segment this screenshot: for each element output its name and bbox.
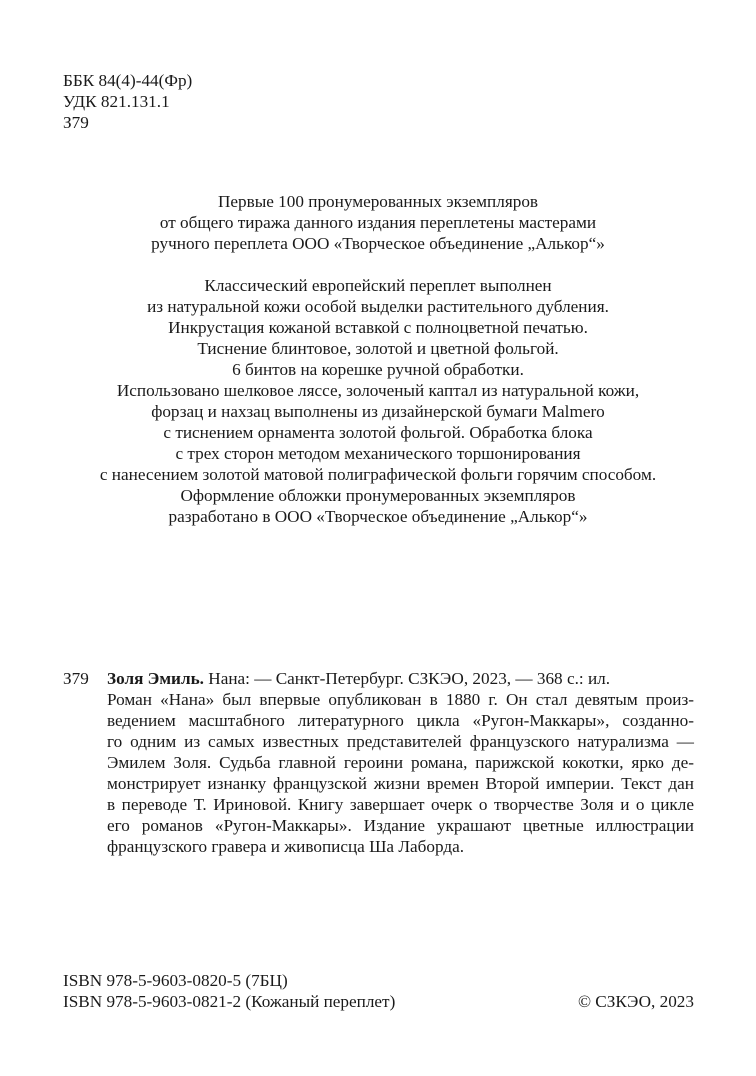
notice-line: от общего тиража данного издания переплетены мастерами [159,213,597,232]
binding-description [60,275,696,527]
binding-line: Инкрустация кожаной вставкой с полноцветной печатью. [168,318,588,337]
binding-line: Использовано шелковое ляссе, золоченый каптал из натуральной кожи, [116,381,640,400]
binding-line: Оформление обложки пронумерованных экземпляров [180,486,576,505]
annotation-line: ведением масштабного литературного цикла «Ругон-Маккары», созданно- [107,711,694,730]
notice-line: ручного переплета ООО «Творческое объединение „Алькор“» [151,234,605,253]
numbered-copies-notice [60,191,696,254]
udk-code: УДК 821.131.1 [63,92,170,111]
binding-line: Классический европейский переплет выполнен [204,276,552,295]
annotation-line: французского гравера и живописца Ша Лаборда. [107,837,465,856]
annotation-line: Эмилем Золя. Судьба главной героини романа, парижской кокотки, ярко де- [107,753,694,772]
binding-line: форзац и нахзац выполнены из дизайнерской бумаги Malmero [151,402,605,421]
binding-line: Тиснение блинтовое, золотой и цветной фольгой. [197,339,559,358]
classification-codes [63,70,192,133]
annotation-heading [107,668,610,689]
binding-line: из натуральной кожи особой выделки растительного дубления. [147,297,609,316]
book-annotation [63,668,694,857]
annotation-line: го одним из самых известных представителей французского натурализма — [107,732,694,751]
annotation-line: его романов «Ругон-Маккары». Издание украшают цветные иллюстрации [107,816,694,835]
binding-line: с тиснением орнамента золотой фольгой. Обработка блока [163,423,593,442]
isbn-block [63,970,395,1012]
binding-line: с трех сторон методом механического торшонирования [175,444,581,463]
annotation-line: монстрирует изнанку французской жизни времен Второй империи. Текст дан [107,774,694,793]
isbn-line: ISBN 978-5-9603-0821-2 (Кожаный переплет) [63,992,396,1011]
annotation-header [63,668,694,689]
annotation-index: З79 [63,669,89,688]
notice-line: Первые 100 пронумерованных экземпляров [217,192,539,211]
author-mark: З79 [63,113,89,132]
binding-line: с нанесением золотой матовой полиграфической фольги горячим способом. [99,465,657,484]
bibliographic-record: Нана: — Санкт-Петербург. СЗКЭО, 2023, — 368 с.: ил. [208,669,611,688]
binding-line: 6 бинтов на корешке ручной обработки. [232,360,524,379]
copyright-notice: © СЗКЭО, 2023 [577,992,694,1011]
annotation-line: в переводе Т. Ириновой. Книгу завершает очерк о творчестве Золя и о цикле [107,795,694,814]
bbk-code: ББК 84(4)-44(Фр) [63,71,193,90]
isbn-line: ISBN 978-5-9603-0820-5 (7БЦ) [63,971,288,990]
author-name: Золя Эмиль. [107,669,204,688]
binding-line: разработано в ООО «Творческое объединение „Алькор“» [168,507,588,526]
annotation-line: Роман «Нана» был впервые опубликован в 1880 г. Он стал девятым произ- [107,690,694,709]
